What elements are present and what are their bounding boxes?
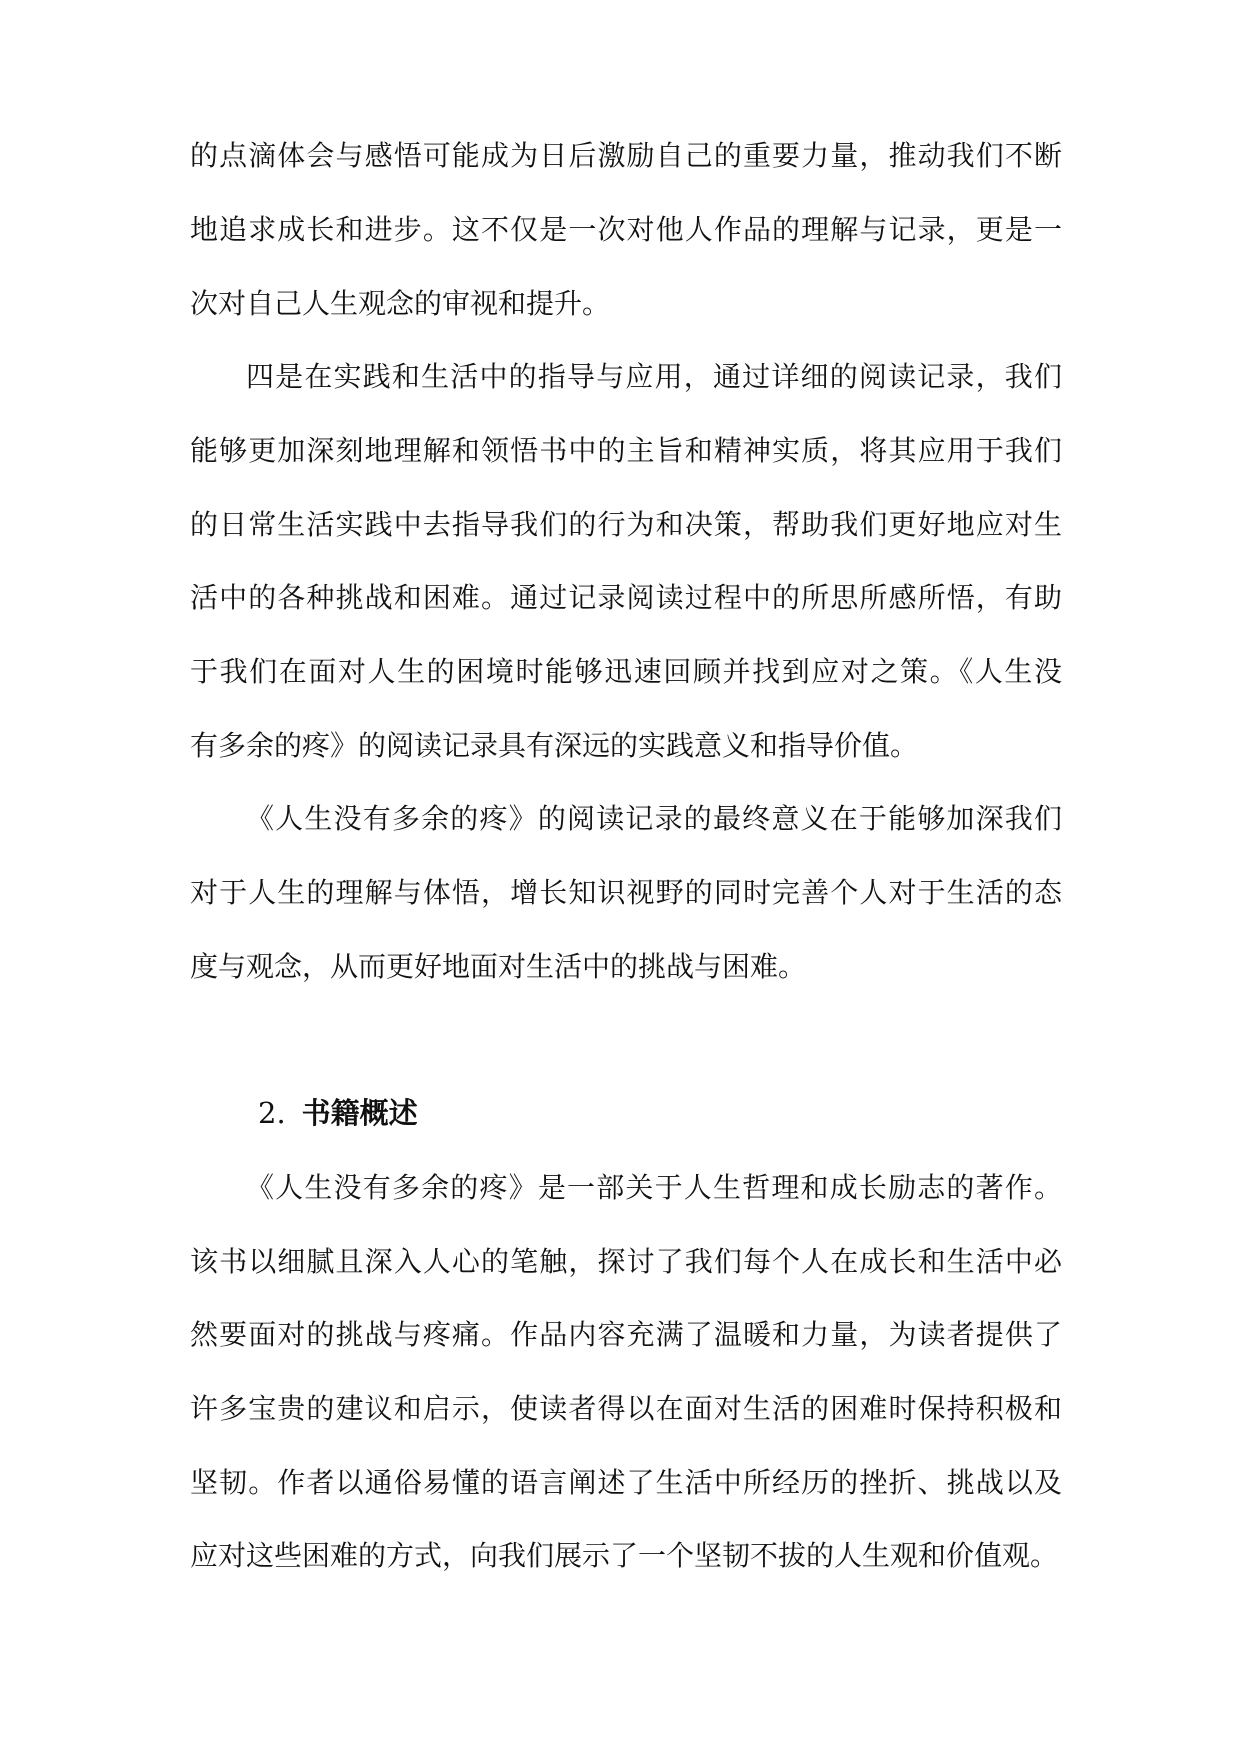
paragraph-2-line-5: 于我们在面对人生的困境时能够迅速回顾并找到应对之策。《人生没 bbox=[190, 655, 1062, 688]
section-number: 2. bbox=[258, 1096, 286, 1130]
section-paragraph-line-6: 应对这些困难的方式，向我们展示了一个坚韧不拔的人生观和价值观。 bbox=[190, 1539, 1059, 1572]
paragraph-3-line-2: 对于人生的理解与体悟，增长知识视野的同时完善个人对于生活的态 bbox=[190, 876, 1062, 909]
paragraph-2-line-1: 四是在实践和生活中的指导与应用，通过详细的阅读记录，我们 bbox=[246, 360, 1062, 393]
paragraph-2-line-3: 的日常生活实践中去指导我们的行为和决策，帮助我们更好地应对生 bbox=[190, 508, 1062, 541]
section-paragraph-line-4: 许多宝贵的建议和启示，使读者得以在面对生活的困难时保持积极和 bbox=[190, 1392, 1062, 1425]
paragraph-1-line-2: 地追求成长和进步。这不仅是一次对他人作品的理解与记录，更是一 bbox=[190, 213, 1062, 246]
paragraph-2-line-2: 能够更加深刻地理解和领悟书中的主旨和精神实质，将其应用于我们 bbox=[190, 434, 1062, 467]
paragraph-2-line-4: 活中的各种挑战和困难。通过记录阅读过程中的所思所感所悟，有助 bbox=[190, 581, 1062, 614]
section-paragraph-line-3: 然要面对的挑战与疼痛。作品内容充满了温暖和力量，为读者提供了 bbox=[190, 1318, 1062, 1351]
paragraph-2-line-6: 有多余的疼》的阅读记录具有深远的实践意义和指导价值。 bbox=[190, 729, 919, 762]
section-title: 书籍概述 bbox=[301, 1096, 418, 1130]
paragraph-3-line-1: 《人生没有多余的疼》的阅读记录的最终意义在于能够加深我们 bbox=[246, 802, 1062, 835]
section-paragraph-line-5: 坚韧。作者以通俗易懂的语言阐述了生活中所经历的挫折、挑战以及 bbox=[190, 1466, 1062, 1499]
paragraph-1-line-3: 次对自己人生观念的审视和提升。 bbox=[190, 287, 611, 320]
paragraph-3-line-3: 度与观念，从而更好地面对生活中的挑战与困难。 bbox=[190, 950, 807, 983]
paragraph-1-line-1: 的点滴体会与感悟可能成为日后激励自己的重要力量，推动我们不断 bbox=[190, 139, 1062, 172]
section-paragraph-line-1: 《人生没有多余的疼》是一部关于人生哲理和成长励志的著作。 bbox=[246, 1171, 1062, 1204]
section-heading bbox=[258, 1093, 418, 1133]
section-paragraph-line-2: 该书以细腻且深入人心的笔触，探讨了我们每个人在成长和生活中必 bbox=[190, 1245, 1062, 1278]
